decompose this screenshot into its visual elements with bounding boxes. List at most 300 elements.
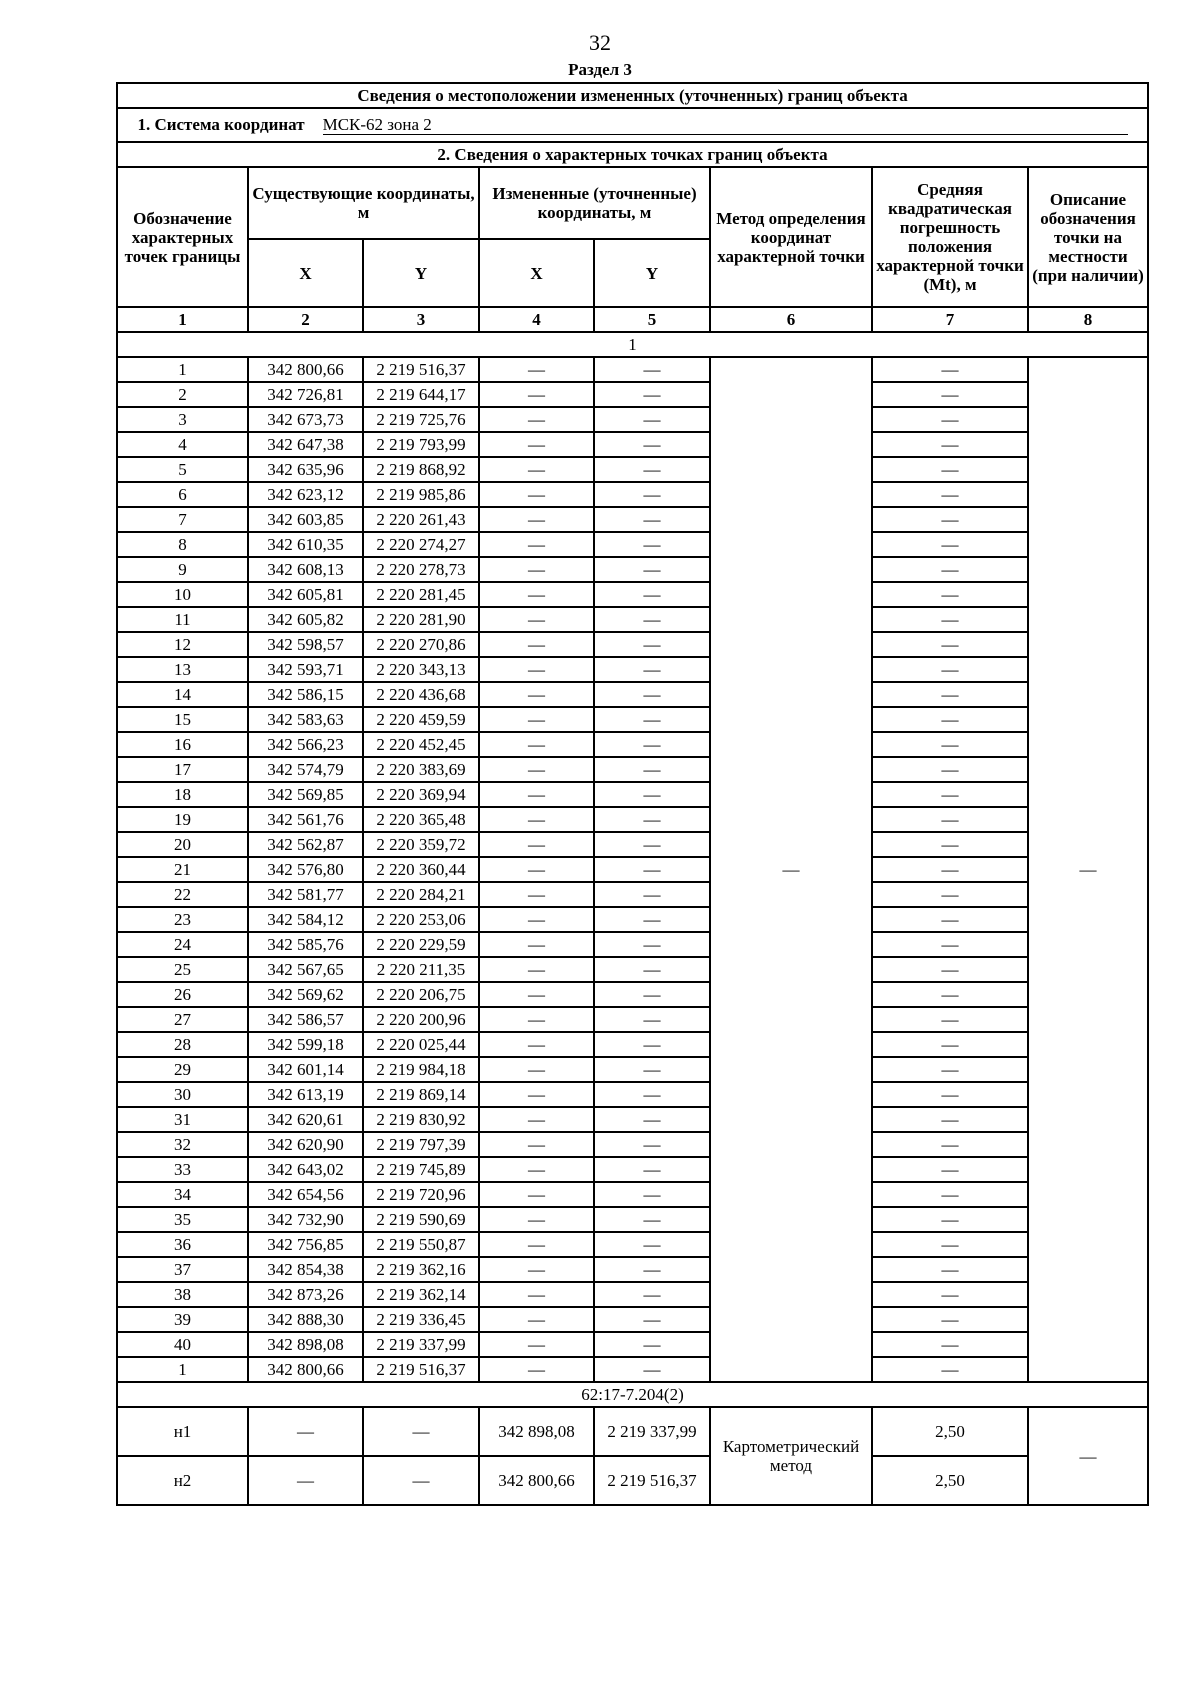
- existing-y: 2 219 793,99: [363, 432, 479, 457]
- existing-x: —: [248, 1407, 363, 1456]
- point-number: 1: [117, 1357, 248, 1382]
- existing-y: 2 219 590,69: [363, 1207, 479, 1232]
- existing-x: 342 585,76: [248, 932, 363, 957]
- changed-y: —: [594, 1007, 710, 1032]
- point-number: 20: [117, 832, 248, 857]
- existing-x: 342 584,12: [248, 907, 363, 932]
- point-number: н1: [117, 1407, 248, 1456]
- existing-x: 342 654,56: [248, 1182, 363, 1207]
- existing-y: 2 220 229,59: [363, 932, 479, 957]
- changed-x: —: [479, 657, 594, 682]
- mt-value: —: [872, 532, 1028, 557]
- table-row: [117, 657, 1148, 682]
- group-1-label: 1: [117, 332, 1148, 357]
- point-number: 5: [117, 457, 248, 482]
- existing-x: 342 586,57: [248, 1007, 363, 1032]
- table-row: [117, 1282, 1148, 1307]
- changed-x: —: [479, 507, 594, 532]
- table-row: [117, 407, 1148, 432]
- existing-y: 2 219 797,39: [363, 1132, 479, 1157]
- point-number: 1: [117, 357, 248, 382]
- mt-value: —: [872, 1132, 1028, 1157]
- existing-x: 342 673,73: [248, 407, 363, 432]
- existing-x: 342 643,02: [248, 1157, 363, 1182]
- point-number: 18: [117, 782, 248, 807]
- existing-x: 342 610,35: [248, 532, 363, 557]
- existing-y: 2 219 362,16: [363, 1257, 479, 1282]
- mt-value: —: [872, 357, 1028, 382]
- column-number: 6: [710, 307, 872, 332]
- existing-x: 342 569,62: [248, 982, 363, 1007]
- changed-y: —: [594, 582, 710, 607]
- table-row: [117, 857, 1148, 882]
- changed-x: —: [479, 757, 594, 782]
- changed-x: —: [479, 1332, 594, 1357]
- point-number: 30: [117, 1082, 248, 1107]
- column-number: 2: [248, 307, 363, 332]
- changed-x: —: [479, 807, 594, 832]
- header-existing-y: Y: [363, 239, 479, 307]
- existing-y: 2 220 274,27: [363, 532, 479, 557]
- header-description: Описание обозначения точки на местности (при наличии): [1028, 167, 1148, 307]
- table-row: [117, 1232, 1148, 1257]
- existing-y: —: [363, 1407, 479, 1456]
- mt-value: —: [872, 957, 1028, 982]
- changed-y: —: [594, 457, 710, 482]
- mt-value: —: [872, 1082, 1028, 1107]
- point-number: 23: [117, 907, 248, 932]
- changed-x: —: [479, 1357, 594, 1382]
- mt-value: —: [872, 457, 1028, 482]
- existing-y: 2 220 200,96: [363, 1007, 479, 1032]
- column-number: 5: [594, 307, 710, 332]
- existing-y: 2 220 284,21: [363, 882, 479, 907]
- existing-y: 2 219 550,87: [363, 1232, 479, 1257]
- column-number: 8: [1028, 307, 1148, 332]
- point-number: 8: [117, 532, 248, 557]
- point-number: н2: [117, 1456, 248, 1505]
- changed-x: —: [479, 482, 594, 507]
- changed-x: —: [479, 1232, 594, 1257]
- page-number: 32: [589, 30, 611, 55]
- existing-y: 2 220 261,43: [363, 507, 479, 532]
- changed-y: —: [594, 432, 710, 457]
- point-number: 7: [117, 507, 248, 532]
- changed-x: —: [479, 1182, 594, 1207]
- boundary-points-table: [116, 82, 1149, 1506]
- mt-value: —: [872, 757, 1028, 782]
- changed-y: —: [594, 1332, 710, 1357]
- changed-x: 342 800,66: [479, 1456, 594, 1505]
- mt-value: 2,50: [872, 1407, 1028, 1456]
- changed-y: —: [594, 707, 710, 732]
- changed-x: —: [479, 382, 594, 407]
- method-merged: Картометрический метод: [710, 1407, 872, 1505]
- changed-x: —: [479, 782, 594, 807]
- mt-value: —: [872, 1007, 1028, 1032]
- mt-value: —: [872, 832, 1028, 857]
- existing-y: 2 220 365,48: [363, 807, 479, 832]
- changed-x: —: [479, 682, 594, 707]
- point-number: 35: [117, 1207, 248, 1232]
- changed-y: —: [594, 907, 710, 932]
- existing-x: 342 647,38: [248, 432, 363, 457]
- mt-value: —: [872, 557, 1028, 582]
- changed-y: —: [594, 682, 710, 707]
- point-number: 34: [117, 1182, 248, 1207]
- mt-value: —: [872, 932, 1028, 957]
- existing-x: 342 605,82: [248, 607, 363, 632]
- point-number: 29: [117, 1057, 248, 1082]
- existing-x: 342 561,76: [248, 807, 363, 832]
- point-number: 19: [117, 807, 248, 832]
- point-number: 6: [117, 482, 248, 507]
- header-changed-x: X: [479, 239, 594, 307]
- point-number: 27: [117, 1007, 248, 1032]
- point-number: 13: [117, 657, 248, 682]
- point-number: 21: [117, 857, 248, 882]
- table-row: [117, 557, 1148, 582]
- existing-x: 342 635,96: [248, 457, 363, 482]
- existing-y: 2 220 436,68: [363, 682, 479, 707]
- point-number: 11: [117, 607, 248, 632]
- point-number: 37: [117, 1257, 248, 1282]
- existing-y: 2 219 725,76: [363, 407, 479, 432]
- existing-y: 2 219 985,86: [363, 482, 479, 507]
- existing-x: 342 593,71: [248, 657, 363, 682]
- table-row: [117, 682, 1148, 707]
- changed-y: —: [594, 1107, 710, 1132]
- column-number: 1: [117, 307, 248, 332]
- changed-x: —: [479, 982, 594, 1007]
- changed-y: —: [594, 732, 710, 757]
- changed-y: —: [594, 507, 710, 532]
- mt-value: —: [872, 1307, 1028, 1332]
- changed-y: —: [594, 557, 710, 582]
- changed-y: —: [594, 832, 710, 857]
- mt-value: —: [872, 1232, 1028, 1257]
- point-number: 16: [117, 732, 248, 757]
- table-row: [117, 1357, 1148, 1382]
- existing-y: 2 220 206,75: [363, 982, 479, 1007]
- existing-y: 2 220 270,86: [363, 632, 479, 657]
- header-method: Метод определения координат характерной точки: [710, 167, 872, 307]
- changed-y: —: [594, 1207, 710, 1232]
- changed-x: —: [479, 1282, 594, 1307]
- changed-x: —: [479, 857, 594, 882]
- changed-y: —: [594, 757, 710, 782]
- changed-x: —: [479, 932, 594, 957]
- existing-x: 342 620,90: [248, 1132, 363, 1157]
- table-row: [117, 432, 1148, 457]
- existing-x: 342 726,81: [248, 382, 363, 407]
- section-title: Раздел 3: [568, 60, 632, 79]
- header-changed-y: Y: [594, 239, 710, 307]
- existing-y: —: [363, 1456, 479, 1505]
- changed-y: 2 219 337,99: [594, 1407, 710, 1456]
- table-title: Сведения о местоположении измененных (уточненных) границ объекта: [117, 83, 1148, 108]
- method-merged: —: [710, 357, 872, 1382]
- changed-y: —: [594, 782, 710, 807]
- point-number: 31: [117, 1107, 248, 1132]
- table-row: [117, 757, 1148, 782]
- point-number: 10: [117, 582, 248, 607]
- changed-x: —: [479, 1132, 594, 1157]
- mt-value: —: [872, 857, 1028, 882]
- table-row: [117, 832, 1148, 857]
- changed-x: 342 898,08: [479, 1407, 594, 1456]
- changed-y: —: [594, 982, 710, 1007]
- existing-x: 342 888,30: [248, 1307, 363, 1332]
- table-row: [117, 1456, 1148, 1505]
- existing-x: 342 599,18: [248, 1032, 363, 1057]
- mt-value: —: [872, 1282, 1028, 1307]
- existing-y: 2 220 459,59: [363, 707, 479, 732]
- changed-x: —: [479, 1057, 594, 1082]
- changed-y: —: [594, 857, 710, 882]
- changed-y: —: [594, 407, 710, 432]
- table-row: [117, 932, 1148, 957]
- table-row: [117, 1007, 1148, 1032]
- table-row: [117, 532, 1148, 557]
- point-number: 2: [117, 382, 248, 407]
- mt-value: —: [872, 782, 1028, 807]
- existing-x: 342 800,66: [248, 357, 363, 382]
- existing-x: 342 576,80: [248, 857, 363, 882]
- table-row: [117, 1182, 1148, 1207]
- existing-y: 2 219 720,96: [363, 1182, 479, 1207]
- point-number: 15: [117, 707, 248, 732]
- table-row: [117, 607, 1148, 632]
- changed-y: —: [594, 1307, 710, 1332]
- changed-y: —: [594, 657, 710, 682]
- changed-x: —: [479, 907, 594, 932]
- mt-value: —: [872, 1107, 1028, 1132]
- changed-x: —: [479, 1307, 594, 1332]
- point-number: 12: [117, 632, 248, 657]
- existing-y: 2 219 869,14: [363, 1082, 479, 1107]
- existing-y: 2 219 516,37: [363, 1357, 479, 1382]
- table-row: [117, 1307, 1148, 1332]
- table-row: [117, 1407, 1148, 1456]
- existing-y: 2 220 360,44: [363, 857, 479, 882]
- changed-x: —: [479, 357, 594, 382]
- table-row: [117, 1257, 1148, 1282]
- existing-x: 342 574,79: [248, 757, 363, 782]
- description-merged: —: [1028, 357, 1148, 1382]
- existing-x: 342 583,63: [248, 707, 363, 732]
- table-row: [117, 732, 1148, 757]
- column-number: 7: [872, 307, 1028, 332]
- changed-x: —: [479, 882, 594, 907]
- mt-value: —: [872, 1332, 1028, 1357]
- point-number: 40: [117, 1332, 248, 1357]
- existing-y: 2 220 278,73: [363, 557, 479, 582]
- existing-x: 342 567,65: [248, 957, 363, 982]
- existing-x: 342 854,38: [248, 1257, 363, 1282]
- changed-x: —: [479, 432, 594, 457]
- mt-value: —: [872, 1207, 1028, 1232]
- existing-x: 342 732,90: [248, 1207, 363, 1232]
- changed-x: —: [479, 732, 594, 757]
- header-existing: Существующие координаты, м: [248, 167, 479, 239]
- changed-y: —: [594, 607, 710, 632]
- mt-value: —: [872, 1032, 1028, 1057]
- table-row: [117, 482, 1148, 507]
- existing-x: 342 566,23: [248, 732, 363, 757]
- point-number: 26: [117, 982, 248, 1007]
- existing-y: 2 219 745,89: [363, 1157, 479, 1182]
- table-row: [117, 957, 1148, 982]
- existing-y: 2 220 025,44: [363, 1032, 479, 1057]
- changed-x: —: [479, 1082, 594, 1107]
- changed-x: —: [479, 457, 594, 482]
- existing-x: 342 613,19: [248, 1082, 363, 1107]
- table-row: [117, 1332, 1148, 1357]
- changed-y: —: [594, 1282, 710, 1307]
- column-number: 3: [363, 307, 479, 332]
- mt-value: —: [872, 432, 1028, 457]
- mt-value: —: [872, 807, 1028, 832]
- mt-value: —: [872, 1057, 1028, 1082]
- point-number: 36: [117, 1232, 248, 1257]
- table-row: [117, 1157, 1148, 1182]
- existing-y: 2 219 362,14: [363, 1282, 479, 1307]
- existing-y: 2 219 644,17: [363, 382, 479, 407]
- mt-value: —: [872, 582, 1028, 607]
- changed-x: —: [479, 707, 594, 732]
- mt-value: —: [872, 707, 1028, 732]
- mt-value: —: [872, 482, 1028, 507]
- changed-y: —: [594, 1357, 710, 1382]
- table-row: [117, 982, 1148, 1007]
- changed-y: —: [594, 382, 710, 407]
- table-row: [117, 1132, 1148, 1157]
- changed-y: —: [594, 807, 710, 832]
- changed-x: —: [479, 607, 594, 632]
- existing-x: 342 873,26: [248, 1282, 363, 1307]
- mt-value: —: [872, 407, 1028, 432]
- changed-x: —: [479, 1157, 594, 1182]
- mt-value: —: [872, 1257, 1028, 1282]
- table-row: [117, 1107, 1148, 1132]
- table-row: [117, 1082, 1148, 1107]
- mt-value: —: [872, 682, 1028, 707]
- changed-y: —: [594, 1182, 710, 1207]
- point-number: 22: [117, 882, 248, 907]
- existing-x: 342 898,08: [248, 1332, 363, 1357]
- changed-x: —: [479, 582, 594, 607]
- mt-value: —: [872, 732, 1028, 757]
- point-number: 4: [117, 432, 248, 457]
- changed-x: —: [479, 557, 594, 582]
- mt-value: —: [872, 907, 1028, 932]
- column-numbers-row: [117, 307, 1148, 332]
- existing-y: 2 220 211,35: [363, 957, 479, 982]
- existing-x: 342 623,12: [248, 482, 363, 507]
- table-row: [117, 907, 1148, 932]
- header-designation: Обозначение характерных точек границы: [117, 167, 248, 307]
- changed-y: —: [594, 1232, 710, 1257]
- changed-x: —: [479, 1032, 594, 1057]
- header-existing-x: X: [248, 239, 363, 307]
- existing-x: 342 562,87: [248, 832, 363, 857]
- existing-x: 342 800,66: [248, 1357, 363, 1382]
- existing-x: 342 581,77: [248, 882, 363, 907]
- existing-y: 2 220 452,45: [363, 732, 479, 757]
- changed-y: —: [594, 1032, 710, 1057]
- existing-y: 2 220 281,45: [363, 582, 479, 607]
- coord-system-value: МСК-62 зона 2: [323, 115, 1128, 135]
- existing-x: 342 620,61: [248, 1107, 363, 1132]
- point-number: 38: [117, 1282, 248, 1307]
- mt-value: —: [872, 382, 1028, 407]
- point-number: 24: [117, 932, 248, 957]
- mt-value: —: [872, 607, 1028, 632]
- changed-y: —: [594, 1157, 710, 1182]
- table-row: [117, 582, 1148, 607]
- point-number: 28: [117, 1032, 248, 1057]
- table-row: [117, 882, 1148, 907]
- changed-y: —: [594, 1257, 710, 1282]
- changed-y: 2 219 516,37: [594, 1456, 710, 1505]
- point-number: 3: [117, 407, 248, 432]
- existing-x: 342 756,85: [248, 1232, 363, 1257]
- point-number: 14: [117, 682, 248, 707]
- changed-y: —: [594, 1057, 710, 1082]
- mt-value: 2,50: [872, 1456, 1028, 1505]
- point-number: 9: [117, 557, 248, 582]
- description-merged: —: [1028, 1407, 1148, 1505]
- existing-x: 342 601,14: [248, 1057, 363, 1082]
- changed-y: —: [594, 482, 710, 507]
- changed-y: —: [594, 357, 710, 382]
- existing-y: 2 220 369,94: [363, 782, 479, 807]
- changed-y: —: [594, 1082, 710, 1107]
- table-row: [117, 1057, 1148, 1082]
- changed-y: —: [594, 532, 710, 557]
- table-row: [117, 357, 1148, 382]
- existing-x: 342 569,85: [248, 782, 363, 807]
- changed-x: —: [479, 632, 594, 657]
- table-row: [117, 1207, 1148, 1232]
- existing-y: 2 219 984,18: [363, 1057, 479, 1082]
- existing-y: 2 220 281,90: [363, 607, 479, 632]
- table-row: [117, 382, 1148, 407]
- coord-system-row: [117, 108, 1148, 142]
- point-number: 39: [117, 1307, 248, 1332]
- table-row: [117, 457, 1148, 482]
- subsection-title: 2. Сведения о характерных точках границ объекта: [117, 142, 1148, 167]
- existing-y: 2 219 516,37: [363, 357, 479, 382]
- existing-x: —: [248, 1456, 363, 1505]
- changed-y: —: [594, 882, 710, 907]
- existing-y: 2 220 253,06: [363, 907, 479, 932]
- existing-y: 2 219 830,92: [363, 1107, 479, 1132]
- existing-y: 2 220 359,72: [363, 832, 479, 857]
- existing-y: 2 219 868,92: [363, 457, 479, 482]
- mt-value: —: [872, 507, 1028, 532]
- column-number: 4: [479, 307, 594, 332]
- mt-value: —: [872, 982, 1028, 1007]
- mt-value: —: [872, 1182, 1028, 1207]
- existing-x: 342 598,57: [248, 632, 363, 657]
- mt-value: —: [872, 657, 1028, 682]
- mt-value: —: [872, 882, 1028, 907]
- changed-x: —: [479, 832, 594, 857]
- table-row: [117, 807, 1148, 832]
- point-number: 17: [117, 757, 248, 782]
